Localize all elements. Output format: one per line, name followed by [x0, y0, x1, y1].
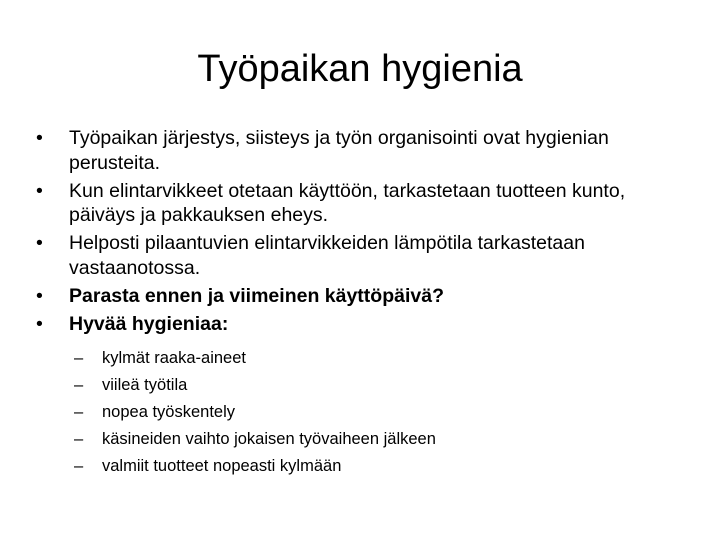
- bullet-mark: •: [36, 127, 43, 149]
- bullet-item: [36, 179, 696, 228]
- sub-bullet-mark: –: [74, 349, 84, 367]
- slide-body: [36, 126, 696, 340]
- bullet-mark: •: [36, 179, 43, 202]
- sub-bullet-item: [74, 426, 436, 453]
- bullet-mark: •: [36, 312, 43, 335]
- sub-bullet-mark: –: [74, 376, 84, 394]
- sub-bullet-item: [74, 372, 436, 399]
- bullet-list: [36, 126, 696, 336]
- bullet-item: [36, 312, 696, 337]
- sub-bullet-mark: –: [74, 403, 84, 421]
- bullet-item: [36, 284, 696, 309]
- sub-bullet-mark: –: [74, 430, 84, 448]
- bullet-text: Hyvää hygieniaa:: [69, 312, 229, 335]
- bullet-item: [36, 231, 696, 280]
- bullet-mark: •: [36, 232, 43, 254]
- sub-bullet-text: nopea työskentely: [102, 403, 236, 421]
- bullet-text: Parasta ennen ja viimeinen käyttöpäivä?: [69, 284, 444, 307]
- sub-bullet-mark: –: [74, 457, 84, 475]
- sub-bullet-item: [74, 345, 436, 372]
- sub-bullet-item: [74, 453, 436, 480]
- bullet-mark: •: [36, 284, 43, 307]
- sub-bullet-text: käsineiden vaihto jokaisen työvaiheen jälkeen: [102, 430, 436, 448]
- bullet-text: Helposti pilaantuvien elintarvikkeiden lämpötila tarkastetaan vastaanotossa.: [69, 232, 585, 279]
- sub-bullet-text: kylmät raaka-aineet: [102, 349, 246, 367]
- slide-title: Työpaikan hygienia: [197, 48, 523, 90]
- sub-bullet-list: [74, 345, 436, 480]
- sub-bullet-item: [74, 399, 436, 426]
- sub-bullet-text: valmiit tuotteet nopeasti kylmään: [102, 457, 342, 475]
- bullet-text: Työpaikan järjestys, siisteys ja työn organisointi ovat hygienian perusteita.: [69, 127, 609, 174]
- bullet-text: Kun elintarvikkeet otetaan käyttöön, tarkastetaan tuotteen kunto, päiväys ja pakkauksen eheys.: [69, 179, 626, 226]
- sub-bullet-text: viileä työtila: [102, 376, 188, 394]
- bullet-item: [36, 126, 696, 175]
